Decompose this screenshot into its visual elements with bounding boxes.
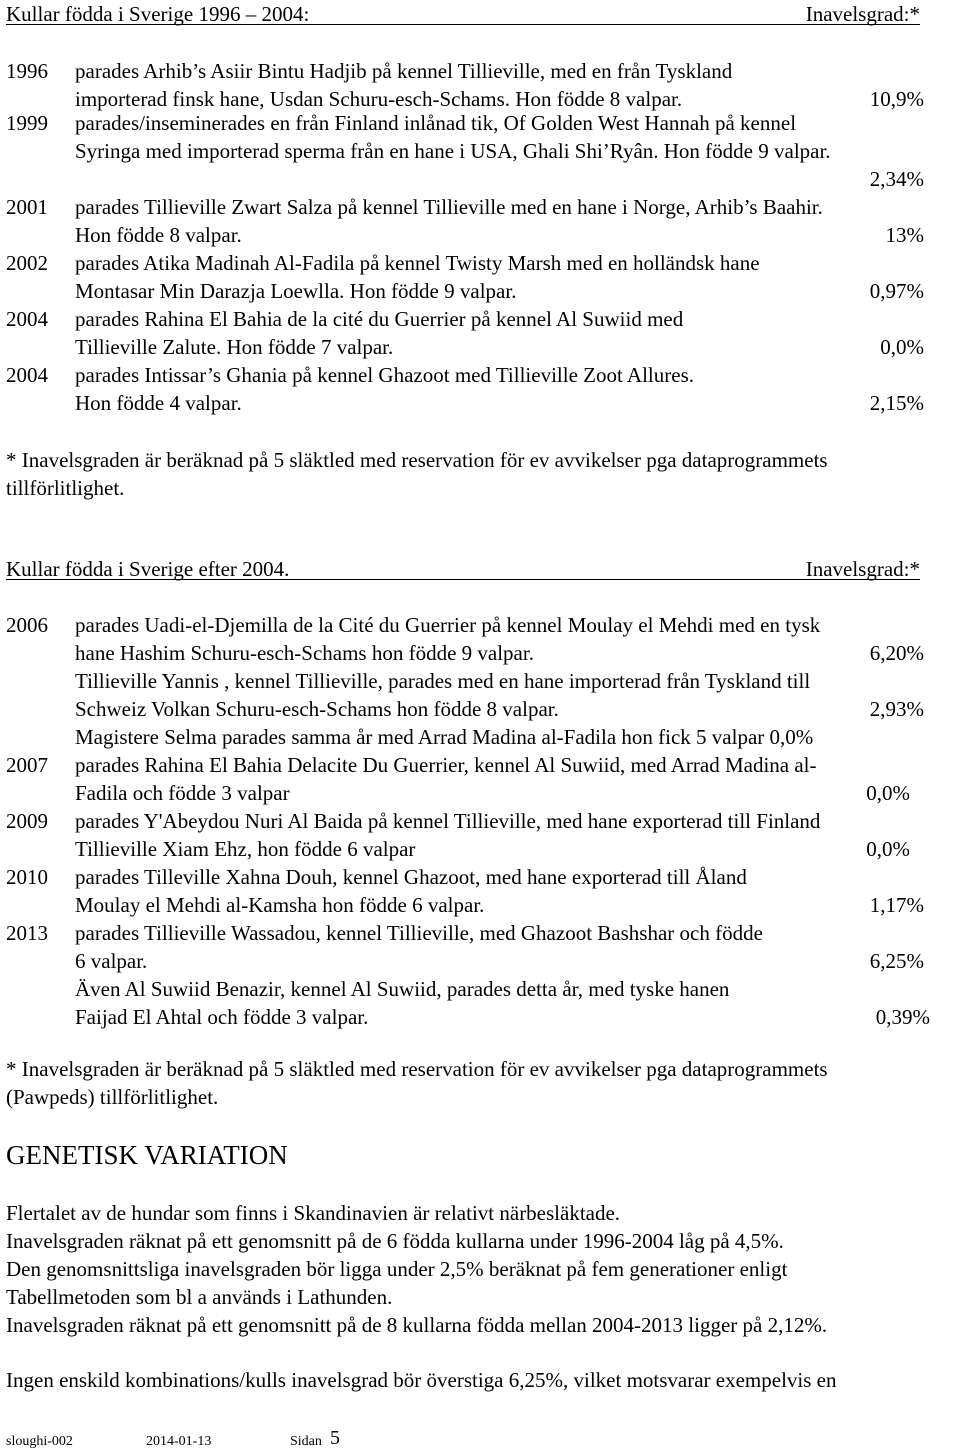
litter-text-line: Syringa med importerad sperma från en hane i USA, Ghali Shi’Ryân. Hon födde 9 valpar. xyxy=(75,139,831,163)
litter-text-line: parades Arhib’s Asiir Bintu Hadjib på kennel Tillieville, med en från Tyskland xyxy=(75,59,733,83)
page-footer xyxy=(0,1428,960,1452)
litter-text-line: parades Y'Abeydou Nuri Al Baida på kennel Tillieville, med hane exporterad till Finland xyxy=(75,809,821,833)
section1-header xyxy=(6,0,920,28)
genetic-paragraph-line: Inavelsgraden räknat på ett genomsnitt på de 6 födda kullarna under 1996-2004 låg på 4,5%. xyxy=(6,1229,784,1253)
genetic-paragraph-line: Inavelsgraden räknat på ett genomsnitt på de 8 kullarna födda mellan 2004-2013 ligger på 2,12%. xyxy=(6,1313,828,1337)
litter-text-line: hane Hashim Schuru-esch-Schams hon födde 9 valpar. xyxy=(75,641,534,665)
section2-grade-label: Inavelsgrad:* xyxy=(805,557,920,581)
footnote-line: * Inavelsgraden är beräknad på 5 släktled med reservation för ev avvikelser pga dataprogrammets xyxy=(6,1057,828,1081)
inbreeding-percent: 13% xyxy=(885,223,924,247)
section1-underline xyxy=(6,24,920,25)
litter-text-line: parades Tilleville Xahna Douh, kennel Ghazoot, med hane exporterad till Åland xyxy=(75,865,747,889)
litter-text-line: Fadila och födde 3 valpar xyxy=(75,781,290,805)
litter-text-line: Hon födde 8 valpar. xyxy=(75,223,242,247)
section2-underline xyxy=(6,579,920,580)
inbreeding-percent: 0,0% xyxy=(866,781,910,805)
litter-text-line: importerad finsk hane, Usdan Schuru-esch-Schams. Hon födde 8 valpar. xyxy=(75,87,683,111)
inbreeding-percent: 2,15% xyxy=(869,391,924,415)
inbreeding-percent: 2,34% xyxy=(869,167,924,191)
litter-year: 1999 xyxy=(6,111,48,135)
litter-text-line: Tillieville Xiam Ehz, hon födde 6 valpar xyxy=(75,837,416,861)
footnote-line: (Pawpeds) tillförlitlighet. xyxy=(6,1085,219,1109)
litter-text-line: parades Uadi-el-Djemilla de la Cité du Guerrier på kennel Moulay el Mehdi med en tysk xyxy=(75,613,821,637)
inbreeding-percent: 6,25% xyxy=(869,949,924,973)
inbreeding-percent: 10,9% xyxy=(869,87,924,111)
inbreeding-percent: 2,93% xyxy=(869,697,924,721)
litter-year: 2002 xyxy=(6,251,48,275)
litter-text-line: 6 valpar. xyxy=(75,949,148,973)
inbreeding-percent: 0,0% xyxy=(880,335,924,359)
inbreeding-percent: 0,0% xyxy=(866,837,910,861)
footnote-line: * Inavelsgraden är beräknad på 5 släktled med reservation för ev avvikelser pga dataprogrammets xyxy=(6,448,828,472)
litter-text-line: Montasar Min Darazja Loewlla. Hon födde 9 valpar. xyxy=(75,279,517,303)
footer-page-number: 5 xyxy=(330,1427,340,1449)
litter-text-line: Tillieville Yannis , kennel Tillieville, parades med en hane importerad från Tyskland till xyxy=(75,669,811,693)
litter-text-line: Faijad El Ahtal och födde 3 valpar. xyxy=(75,1005,369,1029)
litter-text-line: parades Rahina El Bahia de la cité du Guerrier på kennel Al Suwiid med xyxy=(75,307,684,331)
section2-header xyxy=(6,555,920,583)
litter-text-line: parades Rahina El Bahia Delacite Du Guerrier, kennel Al Suwiid, med Arrad Madina al- xyxy=(75,753,817,777)
litter-text-line: parades Intissar’s Ghania på kennel Ghazoot med Tillieville Zoot Allures. xyxy=(75,363,694,387)
litter-year: 2009 xyxy=(6,809,48,833)
inbreeding-percent: 1,17% xyxy=(869,893,924,917)
litter-year: 2004 xyxy=(6,307,48,331)
litter-text-line: Moulay el Mehdi al-Kamsha hon födde 6 valpar. xyxy=(75,893,485,917)
litter-year: 2010 xyxy=(6,865,48,889)
litter-text-line: Även Al Suwiid Benazir, kennel Al Suwiid, parades detta år, med tyske hanen xyxy=(75,977,730,1001)
footer-date: 2014-01-13 xyxy=(146,1434,212,1449)
inbreeding-percent: 0,39% xyxy=(875,1005,930,1029)
section1-heading: Kullar födda i Sverige 1996 – 2004: xyxy=(6,2,310,26)
litter-year: 2001 xyxy=(6,195,48,219)
litter-year: 2013 xyxy=(6,921,48,945)
litter-text-line: Schweiz Volkan Schuru-esch-Schams hon födde 8 valpar. xyxy=(75,697,559,721)
genetic-paragraph-line: Den genomsnittsliga inavelsgraden bör ligga under 2,5% beräknat på fem generationer enligt xyxy=(6,1257,788,1281)
section1-grade-label: Inavelsgrad:* xyxy=(805,2,920,26)
genetic-paragraph-line: Tabellmetoden som bl a används i Lathunden. xyxy=(6,1285,393,1309)
footer-doc-id: sloughi-002 xyxy=(6,1434,73,1449)
litter-year: 2007 xyxy=(6,753,48,777)
litter-year: 2004 xyxy=(6,363,48,387)
litter-year: 2006 xyxy=(6,613,48,637)
genetic-paragraph-line: Ingen enskild kombinations/kulls inavelsgrad bör överstiga 6,25%, vilket motsvarar exempelvis en xyxy=(6,1368,837,1392)
footnote-line: tillförlitlighet. xyxy=(6,476,125,500)
footer-page-label: Sidan xyxy=(290,1434,322,1449)
inbreeding-percent: 0,97% xyxy=(869,279,924,303)
inbreeding-percent: 6,20% xyxy=(869,641,924,665)
section2-heading: Kullar födda i Sverige efter 2004. xyxy=(6,557,290,581)
litter-text-line: parades/inseminerades en från Finland inlånad tik, Of Golden West Hannah på kennel xyxy=(75,111,797,135)
litter-text-line: parades Atika Madinah Al-Fadila på kennel Twisty Marsh med en holländsk hane xyxy=(75,251,760,275)
litter-year: 1996 xyxy=(6,59,48,83)
litter-text-line: Tillieville Zalute. Hon födde 7 valpar. xyxy=(75,335,394,359)
litter-text-line: parades Tillieville Zwart Salza på kennel Tillieville med en hane i Norge, Arhib’s Baahir. xyxy=(75,195,823,219)
litter-text-line: Magistere Selma parades samma år med Arrad Madina al-Fadila hon fick 5 valpar 0,0% xyxy=(75,725,814,749)
litter-text-line: parades Tillieville Wassadou, kennel Tillieville, med Ghazoot Bashshar och födde xyxy=(75,921,763,945)
litter-text-line: Hon födde 4 valpar. xyxy=(75,391,242,415)
genetic-paragraph-line: Flertalet av de hundar som finns i Skandinavien är relativt närbesläktade. xyxy=(6,1201,621,1225)
genetic-variation-heading: GENETISK VARIATION xyxy=(6,1140,288,1170)
